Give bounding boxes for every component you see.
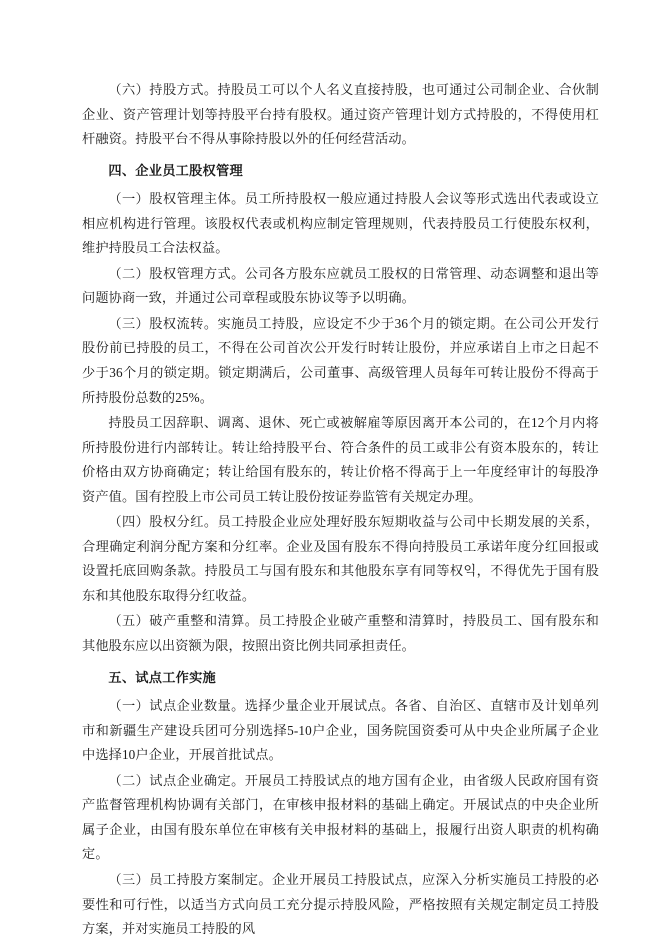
paragraph: （三）股权流转。实施员工持股，应设定不少于36个月的锁定期。在公司公开发行股份前已持股的员工，不得在公司首次公开发行时转让股份，并应承诺自上市之日起不少于36个月的锁定期。锁定期满后，公司董事、高级管理人员每年可转让股份不得高于所持股份总数的25%。 [82, 315, 599, 405]
section-heading: 四、企业员工股权管理 [108, 162, 243, 178]
paragraph: （五）破产重整和清算。员工持股企业破产重整和清算时，持股员工、国有股东和其他股东应以出资额为限，按照出资比例共同承担责任。 [82, 613, 599, 654]
paragraph: （一）试点企业数量。选择少量企业开展试点。各省、自治区、直辖市及计划单列市和新疆生产建设兵团可分别选择5-10户企业，国务院国资委可从中央企业所属子企业中选择10户企业，开展首批试点。 [82, 698, 599, 763]
paragraph: （三）员工持股方案制定。企业开展员工持股试点，应深入分析实施员工持股的必要性和可行性，以适当方式向员工充分提示持股风险，严格按照有关规定制定员工持股方案，并对实施员工持股的风 [82, 871, 599, 937]
paragraph: （六）持股方式。持股员工可以个人名义直接持股，也可通过公司制企业、合伙制企业、资产管理计划等持股平台持有股权。通过资产管理计划方式持股的，不得使用杠杆融资。持股平台不得从事除持股以外的任何经营活动。 [82, 82, 599, 147]
document-body [82, 78, 599, 942]
section-heading: 五、试点工作实施 [108, 669, 217, 685]
paragraph: 持股员工因辞职、调离、退休、死亡或被解雇等原因离开本公司的，在12个月内将所持股份进行内部转让。转让给持股平台、符合条件的员工或非公有资本股东的，转让价格由双方协商确定；转让给国有股东的，转让价格不得高于上一年度经审计的每股净资产值。国有控股上市公司员工转让股份按证券监管有关规定办理。 [82, 415, 599, 504]
paragraph: （二）股权管理方式。公司各方股东应就员工股权的日常管理、动态调整和退出等问题协商一致，并通过公司章程或股东协议等予以明确。 [82, 265, 599, 306]
paragraph: （一）股权管理主体。员工所持股权一般应通过持股人会议等形式选出代表或设立相应机构进行管理。该股权代表或机构应制定管理规则，代表持股员工行使股东权利，维护持股员工合法权益。 [82, 191, 599, 256]
paragraph: （四）股权分红。员工持股企业应处理好股东短期收益与公司中长期发展的关系，合理确定利润分配方案和分红率。企业及国有股东不得向持股员工承诺年度分红回报或设置托底回购条款。持股员工与国有股东和其他股东享有同等权익，不得优先于国有股东和其他股东取得分红收益。 [82, 514, 599, 603]
paragraph: （二）试点企业确定。开展员工持股试点的地方国有企业，由省级人民政府国有资产监督管理机构协调有关部门，在审核申报材料的基础上确定。开展试点的中央企业所属子企业，由国有股东单位在审核有关申报材料的基础上，报履行出资人职责的机构确定。 [82, 772, 599, 862]
